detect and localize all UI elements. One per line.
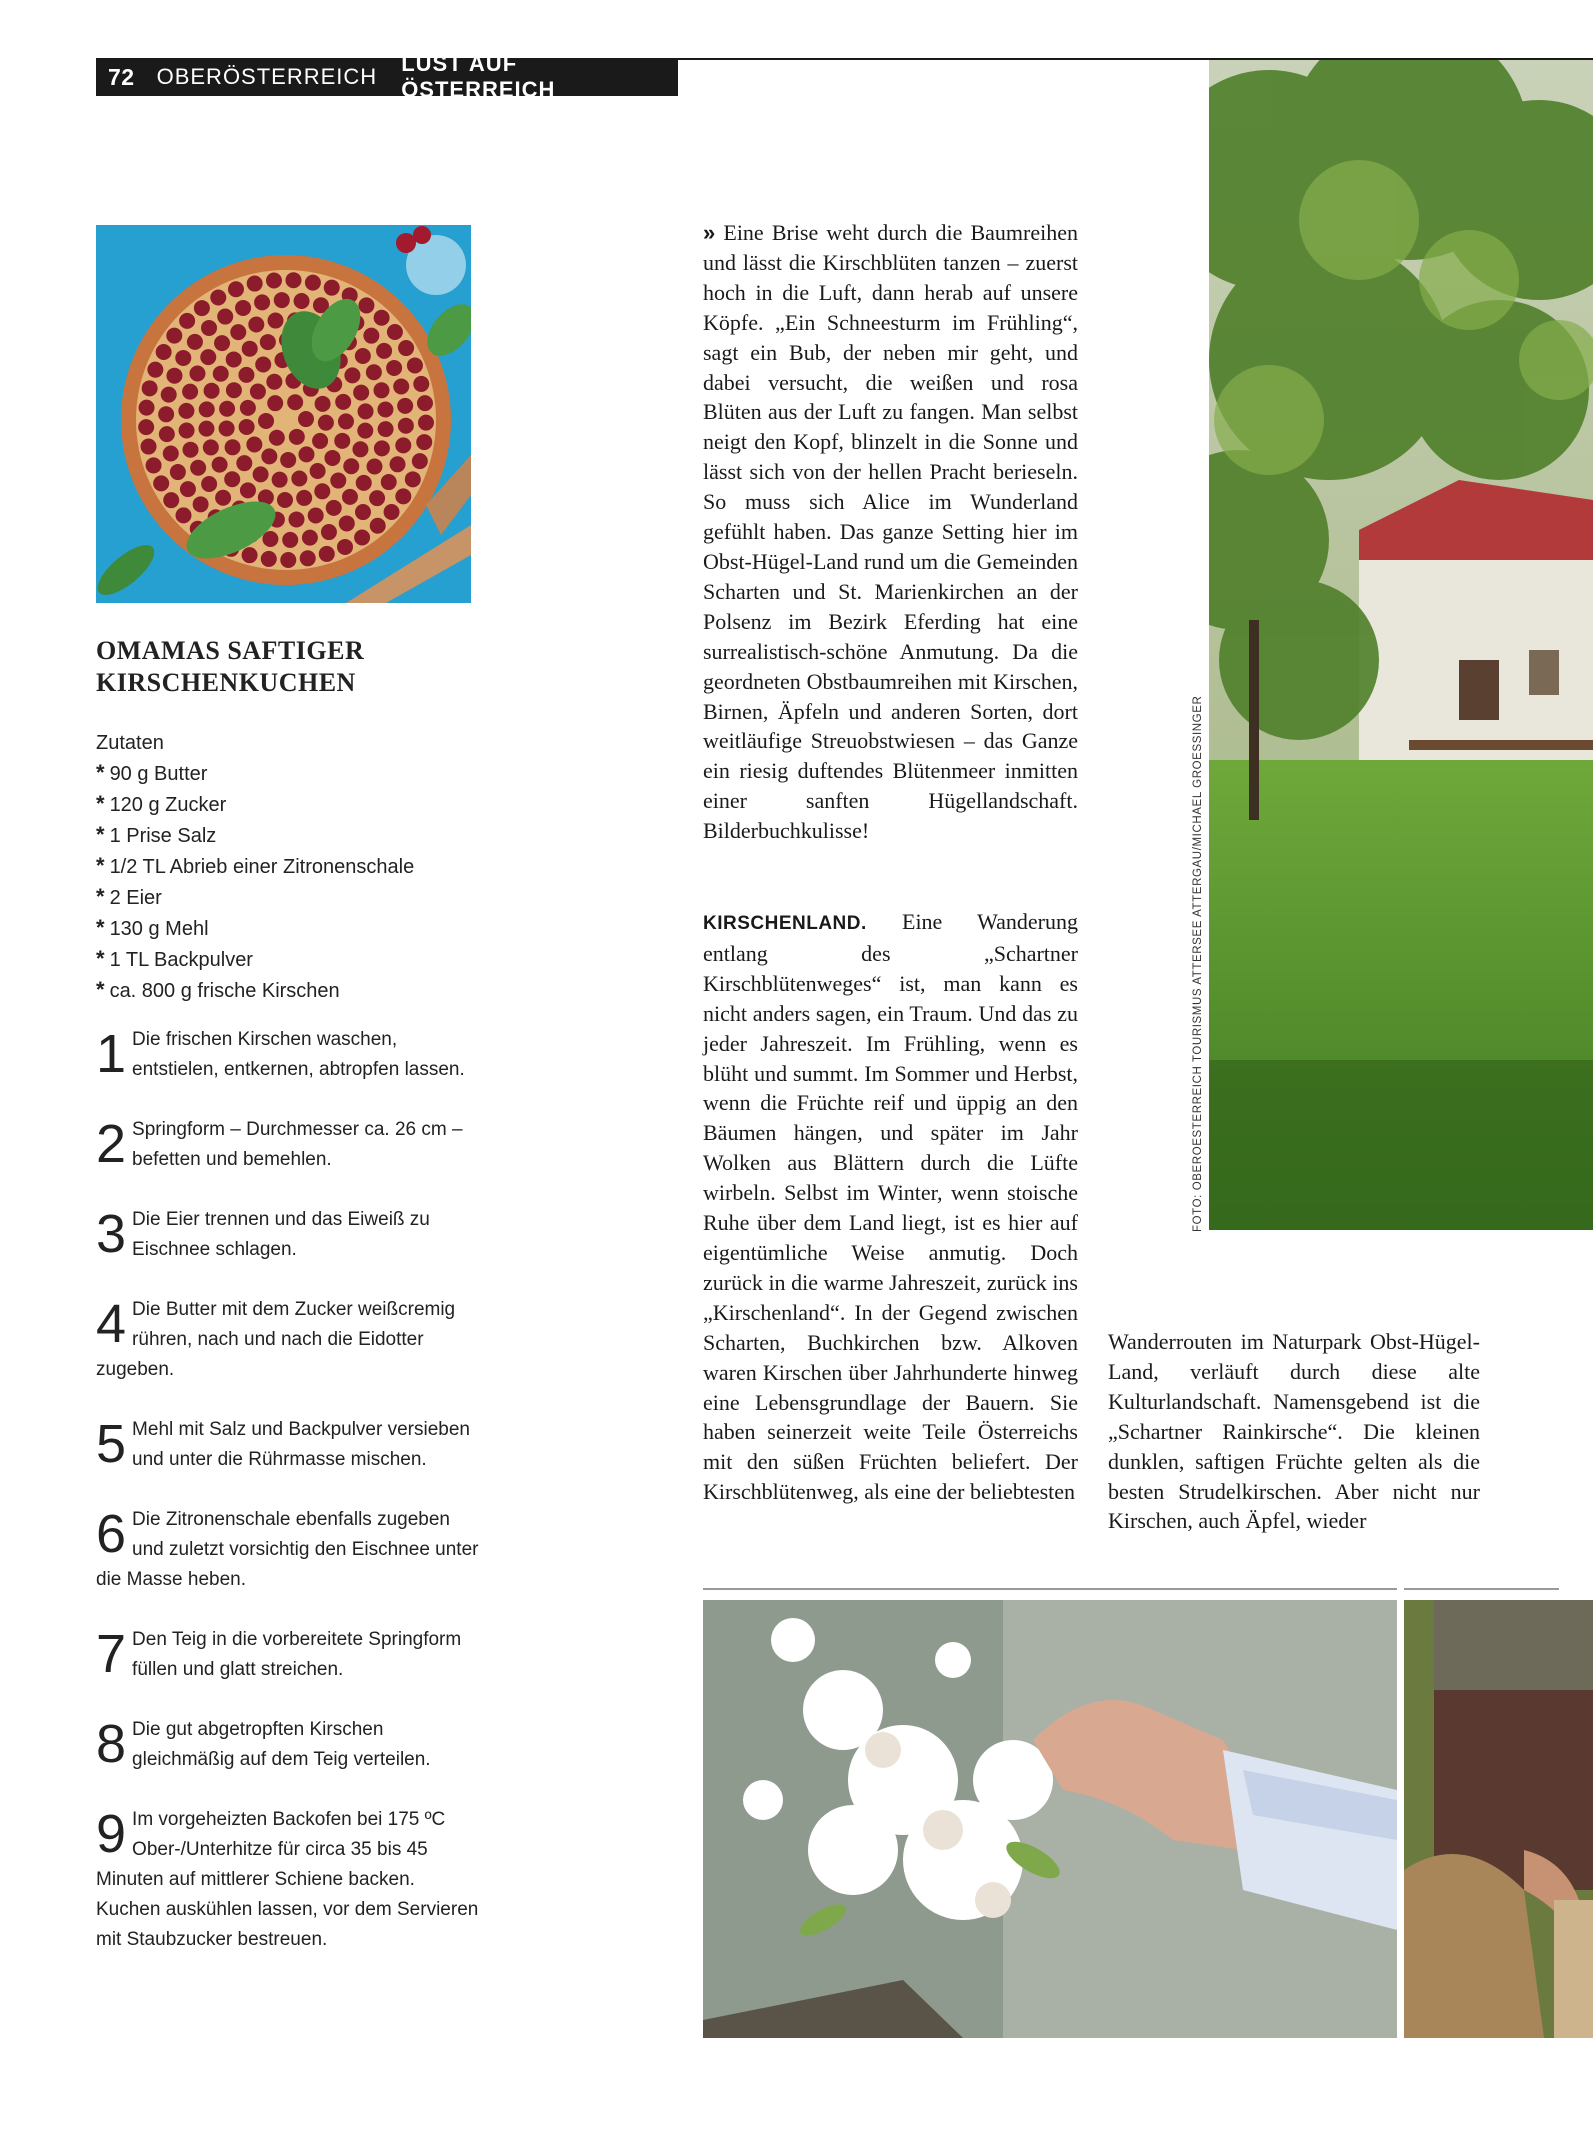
intro-mark: » — [703, 220, 716, 245]
cherry — [298, 446, 314, 462]
cherry — [398, 340, 414, 356]
cherry — [416, 434, 432, 450]
cherry — [353, 385, 369, 401]
cherry — [282, 532, 298, 548]
cherry — [187, 334, 203, 350]
cherry — [204, 383, 220, 399]
cherry — [355, 348, 371, 364]
step-text: Die frischen Kirschen waschen, entstielen, entkernen, abtropfen lassen. — [132, 1029, 465, 1080]
ingredients-list — [96, 728, 486, 1006]
recipe-step — [96, 1415, 481, 1475]
cherry — [326, 500, 342, 516]
cherry — [289, 429, 305, 445]
cherry — [213, 366, 229, 382]
photo-rule — [1404, 1588, 1559, 1590]
cherry — [159, 426, 175, 442]
cherry — [367, 459, 383, 475]
cherry — [225, 439, 241, 455]
cherry — [343, 458, 359, 474]
cherry — [198, 421, 214, 437]
cherry-cake-photo — [96, 225, 471, 603]
step-text: Im vorgeheizten Backofen bei 175 ºC Ober-/Unterhitze für circa 35 bis 45 Minuten auf mittlerer Schiene backen. Kuchen auskühlen lassen, vor dem Servieren mit Staubzucker bestreuen. — [96, 1809, 479, 1950]
recipe-step — [96, 1115, 481, 1175]
cherry — [330, 473, 346, 489]
recipe-step — [96, 1205, 481, 1265]
cherry — [272, 472, 288, 488]
photo-rule — [703, 1588, 1397, 1590]
cherry — [319, 546, 335, 562]
cherry — [153, 475, 169, 491]
cherry — [354, 530, 370, 546]
cherry — [139, 400, 155, 416]
cherry — [370, 518, 386, 534]
cherry — [146, 457, 162, 473]
cherry — [269, 430, 285, 446]
cherry — [355, 504, 371, 520]
cherry — [280, 552, 296, 568]
cherry — [240, 400, 256, 416]
cherry — [158, 406, 174, 422]
cherry — [166, 328, 182, 344]
step-text: Die Zitronenschale ebenfalls zugeben und zuletzt vorsichtig den Eischnee unter die Masse heben. — [96, 1509, 479, 1590]
cherry — [190, 460, 206, 476]
cherry — [374, 310, 390, 326]
cherry — [212, 457, 228, 473]
ingredients-heading: Zutaten — [96, 732, 164, 754]
cherry — [266, 273, 282, 289]
cherry — [200, 349, 216, 365]
cherry — [344, 367, 360, 383]
asterisk-icon: * — [96, 977, 105, 1002]
cherry — [219, 420, 235, 436]
cherry — [318, 415, 334, 431]
cherry — [261, 448, 277, 464]
recipe-step — [96, 1025, 481, 1085]
cherry — [363, 328, 379, 344]
cherry — [339, 515, 355, 531]
recipe-step — [96, 1505, 481, 1595]
step-number: 5 — [96, 1414, 127, 1474]
cherry — [412, 453, 428, 469]
cherry — [189, 365, 205, 381]
cherry — [277, 492, 293, 508]
farmer-photo — [1404, 1600, 1593, 2038]
recipe-title — [96, 635, 476, 699]
cherry — [369, 490, 385, 506]
cherry — [288, 511, 304, 527]
cherry — [374, 440, 390, 456]
step-text: Springform – Durchmesser ca. 26 cm – befetten und bemehlen. — [132, 1119, 463, 1170]
asterisk-icon: * — [96, 946, 105, 971]
cherry — [235, 300, 251, 316]
article-text: Wanderrouten im Naturpark Obst-Hügel-Land, verläuft durch diese alte Kulturlandschaft. Namensgebend ist die „Schartner Rainkirsche“. Die kleinen dunklen, saftigen Früchte gelten als die besten Strudelkirschen. Aber nicht nur Kirschen, auch Äpfel, wieder — [1108, 1329, 1480, 1534]
cherry — [315, 396, 331, 412]
cherry — [175, 350, 191, 366]
cherry — [390, 456, 406, 472]
cherry — [384, 504, 400, 520]
cherry — [287, 394, 303, 410]
cherry — [240, 482, 256, 498]
cherry — [250, 384, 266, 400]
cherry — [142, 380, 158, 396]
cherry — [398, 418, 414, 434]
cherry — [226, 351, 242, 367]
step-number: 7 — [96, 1624, 127, 1684]
recipe-step — [96, 1715, 481, 1775]
cherry — [138, 419, 154, 435]
runin-heading: KIRSCHENLAND. — [703, 913, 867, 934]
step-text: Mehl mit Salz und Backpulver versieben und unter die Rührmasse mischen. — [132, 1419, 470, 1470]
cherry — [228, 281, 244, 297]
cherry — [248, 317, 264, 333]
cherry — [247, 276, 263, 292]
cherry — [156, 344, 172, 360]
cherry — [352, 441, 368, 457]
cherry — [334, 433, 350, 449]
cherry — [179, 313, 195, 329]
cherry — [405, 471, 421, 487]
cherry — [298, 411, 314, 427]
cherry — [300, 550, 316, 566]
cherry — [203, 439, 219, 455]
cherry — [267, 395, 283, 411]
orchard-house-photo — [1209, 60, 1593, 1230]
cherry — [180, 481, 196, 497]
cherry — [238, 367, 254, 383]
cherry — [305, 275, 321, 291]
asterisk-icon: * — [96, 822, 105, 847]
cherry — [314, 483, 330, 499]
cherry — [274, 292, 290, 308]
cherry — [358, 403, 374, 419]
header-section: LUST AUF ÖSTERREICH — [401, 51, 556, 102]
cherry — [260, 334, 276, 350]
cherry — [395, 488, 411, 504]
cherry — [239, 419, 255, 435]
cherry — [294, 293, 310, 309]
step-number: 4 — [96, 1294, 127, 1354]
cherry — [217, 309, 233, 325]
cherry — [254, 294, 270, 310]
cherry — [393, 378, 409, 394]
asterisk-icon: * — [96, 915, 105, 940]
cherry — [175, 507, 191, 523]
cherry — [242, 547, 258, 563]
cherry — [178, 403, 194, 419]
cherry — [147, 362, 163, 378]
cherry — [261, 551, 277, 567]
recipe-title-line2: KIRSCHENKUCHEN — [96, 668, 356, 697]
cherry — [312, 433, 328, 449]
step-number: 3 — [96, 1204, 127, 1264]
article-paragraph-kirschenland — [703, 907, 1078, 1507]
cherry — [386, 360, 402, 376]
cherry — [201, 320, 217, 336]
cherry — [366, 364, 382, 380]
cherry — [224, 471, 240, 487]
asterisk-icon: * — [96, 791, 105, 816]
cherry — [166, 368, 182, 384]
step-text: Die gut abgetropften Kirschen gleichmäßig auf dem Teig verteilen. — [132, 1719, 431, 1770]
cherry — [285, 272, 301, 288]
step-number: 9 — [96, 1804, 127, 1864]
cherry — [210, 289, 226, 305]
cherry — [296, 490, 312, 506]
ingredient-item: * 120 g Zucker — [96, 791, 227, 816]
cherry — [214, 335, 230, 351]
cherry — [258, 413, 274, 429]
cherry — [417, 395, 433, 411]
step-text: Den Teig in die vorbereitete Springform füllen und glatt streichen. — [132, 1629, 462, 1680]
cherry — [377, 402, 393, 418]
recipe-step — [96, 1805, 481, 1955]
cherry — [291, 470, 307, 486]
ingredient-item: * 1 TL Backpulver — [96, 946, 253, 971]
asterisk-icon: * — [96, 884, 105, 909]
page-number: 72 — [108, 63, 135, 90]
article-paragraph-continued — [1108, 1327, 1480, 1536]
cherry — [141, 439, 157, 455]
recipe-step — [96, 1295, 481, 1385]
step-number: 6 — [96, 1504, 127, 1564]
step-number: 8 — [96, 1714, 127, 1774]
cherry — [358, 297, 374, 313]
page-header — [96, 51, 678, 102]
step-number: 2 — [96, 1114, 127, 1174]
cherry — [163, 492, 179, 508]
cherry — [215, 490, 231, 506]
cherry — [236, 455, 252, 471]
ingredient-item: * 2 Eier — [96, 884, 162, 909]
cherry — [373, 382, 389, 398]
cherry — [357, 423, 373, 439]
cherry — [418, 415, 434, 431]
step-text: Die Butter mit dem Zucker weißcremig rühren, nach und nach die Eidotter zugeben. — [96, 1299, 456, 1380]
cherry — [219, 401, 235, 417]
cherry — [395, 437, 411, 453]
cherry — [230, 324, 246, 340]
ingredient-item: * 1/2 TL Abrieb einer Zitronenschale — [96, 853, 415, 878]
step-text: Die Eier trennen und das Eiweiß zu Eischnee schlagen. — [132, 1209, 430, 1260]
cherry — [324, 280, 340, 296]
recipe-title-line1: OMAMAS SAFTIGER — [96, 636, 365, 665]
cherry — [170, 464, 186, 480]
cherry — [255, 356, 271, 372]
cherry — [356, 475, 372, 491]
cherry-blossom-hand-photo — [703, 1600, 1397, 2038]
cherry — [242, 341, 258, 357]
cherry — [182, 384, 198, 400]
cherry — [387, 324, 403, 340]
article-paragraph-intro — [703, 218, 1078, 846]
cherry — [161, 387, 177, 403]
cherry — [302, 530, 318, 546]
ingredient-item: * ca. 800 g frische Kirschen — [96, 977, 340, 1002]
cherry — [194, 300, 210, 316]
cherry — [342, 489, 358, 505]
cherry — [378, 421, 394, 437]
cherry — [179, 422, 195, 438]
cherry — [324, 450, 340, 466]
cherry — [268, 313, 284, 329]
article-text: Eine Wanderung entlang des „Schartner Kirschblütenweges“ ist, man kann es nicht anders sagen, ein Traum. Und das zu jeder Jahreszeit. Im Frühling, wenn es blüht und summt. Im Sommer und Herbst, wenn die Früchte reif und üppig an den Bäumen hängen, und später im Jahr Wolken aus Blättern durch die Lüfte wirbeln. Selbst im Winter, wenn stoische Ruhe über dem Land liegt, ist es hier auf eigentümliche Weise anmutig. Doch zurück in die warme Jahreszeit, zurück ins „Kirschenland“. In der Gegend zwischen Scharten, Buchkirchen bzw. Alkoven waren Kirschen über Jahrhunderte hinweg eine Lebensgrundlage der Bauern. Sie haben seinerzeit weite Teile Österreichs mit den süßen Früchten beliefert. Der Kirschblütenweg, als eine der beliebtesten — [703, 909, 1078, 1505]
ingredient-item: * 1 Prise Salz — [96, 822, 217, 847]
cherry — [308, 507, 324, 523]
cherry — [338, 413, 354, 429]
ingredient-item: * 90 g Butter — [96, 760, 208, 785]
cherry — [193, 496, 209, 512]
asterisk-icon: * — [96, 853, 105, 878]
cherry — [201, 476, 217, 492]
header-region: OBERÖSTERREICH — [156, 64, 378, 89]
asterisk-icon: * — [96, 760, 105, 785]
cherry — [310, 463, 326, 479]
cherry — [337, 539, 353, 555]
cherry — [413, 376, 429, 392]
cherry — [376, 343, 392, 359]
recipe-step — [96, 1625, 481, 1685]
cherry — [183, 442, 199, 458]
cherry — [321, 524, 337, 540]
cherry — [266, 374, 282, 390]
cherry — [163, 446, 179, 462]
step-number: 1 — [96, 1024, 127, 1084]
ingredient-item: * 130 g Mehl — [96, 915, 209, 940]
cherry — [253, 466, 269, 482]
photo-credit: FOTO: OBEROESTERREICH TOURISMUS ATTERSEE ATTERGAU/MICHAEL GROESSINGER — [1192, 695, 1204, 1232]
cherry — [407, 357, 423, 373]
cherry — [280, 452, 296, 468]
cherry — [226, 382, 242, 398]
cherry — [335, 394, 351, 410]
article-text: Eine Brise weht durch die Baumreihen und lässt die Kirschblüten tanzen – zuerst hoch in die Luft, dann herab auf unsere Köpfe. „Ein Schneesturm im Frühling“, sagt ein Bub, der neben mir geht, und dabei versucht, die weißen und rosa Blüten aus der Luft zu fangen. Man selbst neigt den Kopf, blinzelt in die Sonne und lässt sich von der hellen Pracht berieseln. So muss sich Alice im Wunderland gefühlt haben. Das ganze Setting hier im Obst-Hügel-Land rund um die Gemeinden Scharten und St. Marienkirchen an der Polsenz im Bezirk Eferding hat eine surrealistisch-schöne Anmutung. Da die geordneten Obstbaumreihen mit Kirschen, Birnen, Äpfeln und anderen Sorten, dort weitläufige Streuobstwiesen – das Ganze ein riesig duftendes Blütenmeer inmitten einer sanften Hügellandschaft. Bilderbuchkulisse! — [703, 220, 1078, 844]
cherry — [381, 474, 397, 490]
cherry — [246, 436, 262, 452]
cherry — [199, 401, 215, 417]
cherry — [397, 398, 413, 414]
